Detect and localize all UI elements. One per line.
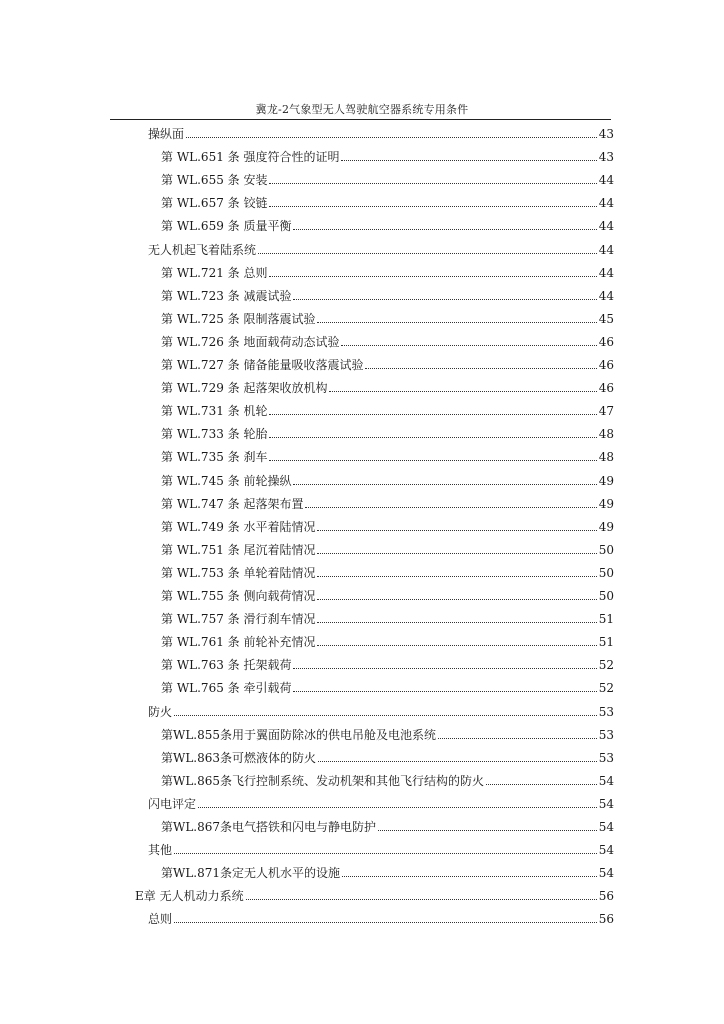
toc-entry[interactable] [161, 770, 614, 788]
toc-entry[interactable] [161, 169, 614, 187]
toc-entry[interactable] [161, 608, 614, 626]
toc-entry-label: 第 WL.725 条 限制落震试验 [161, 311, 316, 326]
dot-leader [317, 598, 596, 600]
toc-entry-page-number: 54 [598, 773, 614, 788]
toc-entry[interactable] [161, 308, 614, 326]
toc-entry-label: 第 WL.729 条 起落架收放机构 [161, 381, 328, 396]
toc-entry-page-number: 46 [598, 381, 614, 396]
toc-entry-page-number: 44 [598, 219, 614, 234]
toc-entry-label: 第WL.867条电气搭铁和闪电与静电防护 [161, 820, 377, 834]
toc-entry-page-number: 56 [598, 912, 614, 927]
toc-entry-label: 第 WL.735 条 刹车 [161, 450, 268, 465]
toc-entry-page-number: 50 [598, 565, 614, 580]
toc-entry[interactable] [135, 885, 614, 903]
toc-entry-page-number: 49 [598, 473, 614, 488]
toc-entry[interactable] [161, 747, 614, 765]
toc-entry-label: 操纵面 [148, 127, 185, 141]
dot-leader [317, 552, 596, 554]
toc-entry-page-number: 44 [598, 288, 614, 303]
dot-leader [269, 413, 596, 415]
toc-entry[interactable] [161, 192, 614, 210]
toc-entry[interactable] [161, 516, 614, 534]
toc-entry[interactable] [161, 146, 614, 164]
dot-leader [174, 852, 597, 854]
toc-entry[interactable] [161, 354, 614, 372]
toc-entry[interactable] [161, 654, 614, 672]
toc-entry-page-number: 50 [598, 589, 614, 603]
toc-entry-page-number: 47 [598, 404, 614, 419]
toc-entry[interactable] [161, 215, 614, 233]
toc-entry-page-number: 43 [598, 127, 614, 141]
toc-entry-page-number: 51 [598, 612, 614, 627]
toc-entry-page-number: 44 [598, 196, 614, 211]
toc-entry[interactable] [161, 631, 614, 649]
toc-entry-page-number: 54 [598, 866, 614, 881]
toc-entry-page-number: 43 [598, 150, 614, 165]
toc-entry-page-number: 54 [598, 820, 614, 834]
toc-entry-label: 第 WL.655 条 安装 [161, 173, 268, 188]
toc-entry-label: 第WL.865条飞行控制系统、发动机架和其他飞行结构的防火 [161, 773, 485, 788]
toc-entry-page-number: 50 [598, 542, 614, 557]
toc-entry-label: 第 WL.747 条 起落架布置 [161, 496, 304, 511]
toc-entry[interactable] [161, 724, 614, 742]
toc-entry[interactable] [148, 839, 614, 857]
dot-leader [317, 529, 596, 531]
toc-entry-label: 第 WL.651 条 强度符合性的证明 [161, 150, 340, 165]
dot-leader [269, 275, 596, 277]
dot-leader [293, 298, 596, 300]
toc-entry-label: 其他 [148, 843, 173, 858]
toc-entry-page-number: 54 [598, 796, 614, 811]
dot-leader [317, 575, 596, 577]
toc-entry-label: 总则 [148, 912, 173, 927]
toc-entry-label: 第WL.871条定无人机水平的设施 [161, 866, 341, 881]
dot-leader [438, 737, 597, 739]
toc-entry-label: 第 WL.726 条 地面载荷动态试验 [161, 334, 340, 349]
toc-entry-page-number: 49 [598, 519, 614, 534]
toc-entry-label: 第WL.855条用于翼面防除冰的供电吊舱及电池系统 [161, 727, 437, 742]
toc-entry[interactable] [148, 123, 614, 141]
toc-entry[interactable] [148, 701, 614, 719]
dot-leader [342, 875, 597, 877]
toc-entry[interactable] [161, 862, 614, 880]
toc-entry[interactable] [161, 677, 614, 695]
dot-leader [186, 136, 597, 138]
dot-leader [317, 321, 596, 323]
toc-entry-label: 防火 [148, 704, 173, 719]
dot-leader [269, 182, 596, 184]
toc-entry-label: 第 WL.733 条 轮胎 [161, 427, 268, 442]
toc-entry-page-number: 44 [598, 265, 614, 280]
toc-entry-page-number: 44 [598, 242, 614, 257]
dot-leader [317, 644, 596, 646]
dot-leader [174, 921, 597, 923]
header-rule [110, 119, 611, 120]
toc-entry-page-number: 53 [598, 704, 614, 719]
toc-entry-label: 第 WL.751 条 尾沉着陆情况 [161, 542, 316, 557]
toc-entry-label: 第 WL.757 条 滑行刹车情况 [161, 612, 316, 627]
toc-entry-label: 第 WL.763 条 托架载荷 [161, 658, 292, 673]
dot-leader [293, 690, 596, 692]
toc-entry[interactable] [161, 262, 614, 280]
toc-entry[interactable] [161, 423, 614, 441]
toc-entry-label: 第 WL.755 条 侧向载荷情况 [161, 589, 316, 603]
toc-entry-page-number: 49 [598, 496, 614, 511]
dot-leader [269, 205, 596, 207]
toc-entry-label: E章 无人机动力系统 [135, 889, 244, 904]
dot-leader [293, 667, 596, 669]
dot-leader [198, 806, 597, 808]
toc-entry[interactable] [161, 285, 614, 303]
dot-leader [378, 829, 597, 831]
toc-entry[interactable] [161, 446, 614, 464]
toc-entry-label: 第 WL.723 条 减震试验 [161, 288, 292, 303]
toc-entry-page-number: 52 [598, 681, 614, 696]
toc-entry[interactable] [161, 493, 614, 511]
dot-leader [341, 344, 596, 346]
toc-entry-page-number: 52 [598, 658, 614, 673]
toc-entry-label: 第 WL.731 条 机轮 [161, 404, 268, 419]
toc-entry-page-number: 51 [598, 635, 614, 650]
dot-leader [293, 228, 596, 230]
toc-entry-page-number: 45 [598, 311, 614, 326]
dot-leader [318, 760, 597, 762]
toc-entry-page-number: 56 [598, 889, 614, 904]
dot-leader [269, 459, 596, 461]
dot-leader [329, 390, 596, 392]
toc-entry-page-number: 44 [598, 173, 614, 188]
toc-entry-page-number: 46 [598, 334, 614, 349]
toc-entry[interactable] [161, 539, 614, 557]
toc-entry-page-number: 54 [598, 843, 614, 858]
toc-entry[interactable] [161, 562, 614, 580]
dot-leader [246, 898, 597, 900]
toc-entry[interactable] [161, 400, 614, 418]
dot-leader [317, 621, 596, 623]
toc-entry-page-number: 48 [598, 450, 614, 465]
toc-entry-label: 第 WL.659 条 质量平衡 [161, 219, 292, 234]
toc-entry-label: 无人机起飞着陆系统 [148, 242, 257, 257]
toc-entry[interactable] [161, 585, 614, 603]
toc-entry-label: 第 WL.657 条 铰链 [161, 196, 268, 211]
toc-entry-label: 第 WL.745 条 前轮操纵 [161, 473, 292, 488]
toc-entry-label: 第 WL.761 条 前轮补充情况 [161, 635, 316, 650]
toc-entry-label: 第 WL.727 条 储备能量吸收落震试验 [161, 358, 364, 372]
toc-entry-page-number: 48 [598, 427, 614, 442]
toc-entry[interactable] [148, 239, 614, 257]
toc-entry-label: 第 WL.753 条 单轮着陆情况 [161, 565, 316, 580]
toc-entry-label: 第 WL.765 条 牵引载荷 [161, 681, 292, 696]
dot-leader [269, 436, 596, 438]
toc-entry-label: 第 WL.749 条 水平着陆情况 [161, 519, 316, 534]
dot-leader [305, 506, 596, 508]
toc-entry-label: 闪电评定 [148, 796, 197, 811]
toc-entry-page-number: 53 [598, 727, 614, 742]
dot-leader [341, 159, 596, 161]
toc-entry-page-number: 46 [598, 358, 614, 372]
toc-entry[interactable] [161, 377, 614, 395]
dot-leader [486, 783, 597, 785]
toc-entry-page-number: 53 [598, 750, 614, 765]
toc-entry[interactable] [161, 470, 614, 488]
toc-entry[interactable] [148, 908, 614, 926]
toc-entry[interactable] [161, 816, 614, 834]
toc-entry[interactable] [148, 793, 614, 811]
toc-entry-label: 第 WL.721 条 总则 [161, 265, 268, 280]
dot-leader [365, 367, 596, 369]
toc-entry[interactable] [161, 331, 614, 349]
running-header: 冀龙-2气象型无人驾驶航空器系统专用条件 [255, 103, 469, 116]
toc-entry-label: 第WL.863条可燃液体的防火 [161, 750, 317, 765]
dot-leader [174, 714, 597, 716]
dot-leader [258, 252, 597, 254]
dot-leader [293, 483, 596, 485]
